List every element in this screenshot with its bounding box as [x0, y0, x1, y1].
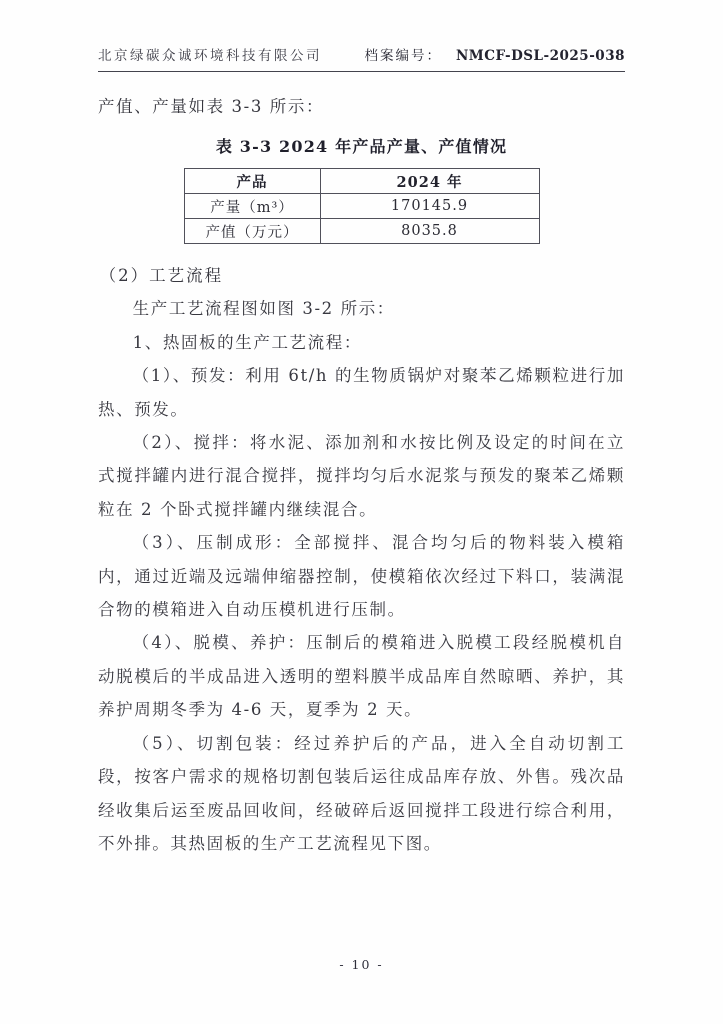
header-archive-number [364, 44, 625, 64]
body-paragraph: （3）、压制成形：全部搅拌、混合均匀后的物料装入模箱内，通过近端及远端伸缩器控制，使模箱依次经过下料口，装满混合物的模箱进入自动压模机进行压制。 [98, 533, 625, 620]
table-header-row [184, 169, 539, 194]
table-row [184, 194, 539, 219]
row-label: 产值（万元） [184, 219, 320, 244]
body-paragraph: （5）、切割包装：经过养护后的产品，进入全自动切割工段，按客户需求的规格切割包装后运往成品库存放、外售。残次品经收集后运至废品回收间，经破碎后返回搅拌工段进行综合利用，不外排。其热固板的生产工艺流程见下图。 [98, 733, 625, 853]
table-title: 表 3-3 2024 年产品产量、产值情况 [215, 137, 508, 156]
row-value: 170145.9 [320, 194, 539, 219]
row-value: 8035.8 [320, 219, 539, 244]
production-table [184, 168, 540, 244]
table-header-year: 2024 年 [320, 169, 539, 194]
archive-value: NMCF-DSL-2025-038 [455, 48, 625, 64]
archive-label: 档案编号： [364, 48, 442, 64]
table-row [184, 219, 539, 244]
table-header-product: 产品 [184, 169, 320, 194]
body-paragraph: （4）、脱模、养护：压制后的模箱进入脱模工段经脱模机自动脱模后的半成品进入透明的塑料膜半成品库自然晾晒、养护，其养护周期冬季为 4-6 天，夏季为 2 天。 [98, 633, 625, 720]
section-heading: （2）工艺流程 [99, 266, 224, 285]
row-label: 产量（m³） [184, 194, 320, 219]
page-header [98, 44, 625, 72]
intro-line: 产值、产量如表 3-3 所示： [98, 97, 325, 116]
page-number: - 10 - [339, 957, 384, 972]
body-paragraph: 生产工艺流程图如图 3-2 所示： [132, 299, 395, 319]
body-paragraph: 1、热固板的生产工艺流程： [132, 332, 362, 352]
body-paragraph: （1）、预发：利用 6t/h 的生物质锅炉对聚苯乙烯颗粒进行加热、预发。 [98, 366, 625, 419]
body-paragraph: （2）、搅拌：将水泥、添加剂和水按比例及设定的时间在立式搅拌罐内进行混合搅拌，搅拌均匀后水泥浆与预发的聚苯乙烯颗粒在 2 个卧式搅拌罐内继续混合。 [98, 433, 625, 519]
header-company-name: 北京绿碳众诚环境科技有限公司 [98, 48, 322, 64]
